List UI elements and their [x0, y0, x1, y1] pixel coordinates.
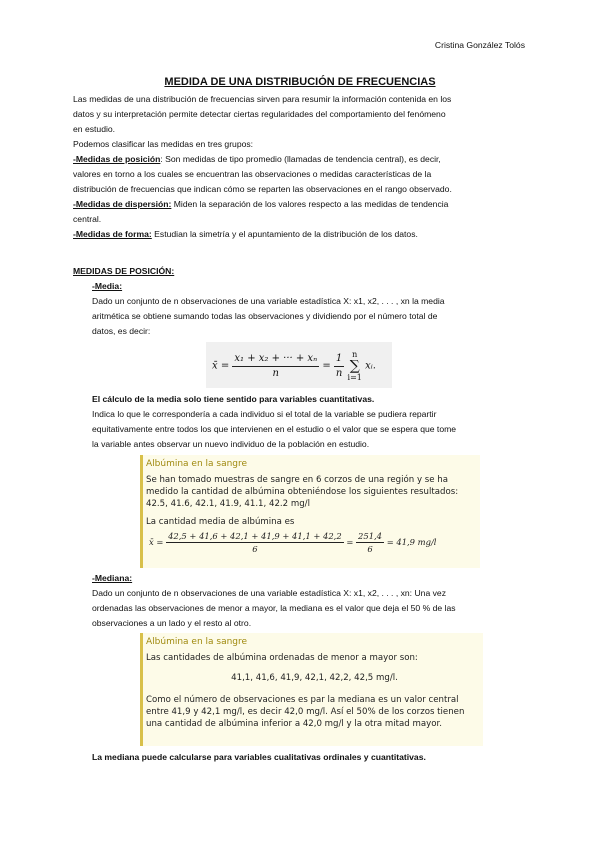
mediana-label: -Mediana: [92, 573, 133, 583]
forma-definition [73, 227, 531, 242]
sum-lower: i=1 [347, 373, 362, 382]
equation-numerator: 42,5 + 41,6 + 42,1 + 41,9 + 41,1 + 42,2 [168, 531, 342, 541]
mean-formula [206, 342, 392, 388]
media-expl-line: la variable antes observar un nuevo individuo de la población en estudio. [92, 439, 370, 449]
media-line: Dado un conjunto de n observaciones de una variable estadística X: x1, x2, . . . , xn la media [92, 296, 445, 306]
posicion-text-line: valores en torno a los cuales se encuentran las observaciones o medidas características de la [73, 169, 432, 179]
dispersion-text: Miden la separación de los valores respecto a las medidas de tendencia [171, 199, 449, 209]
intro-line: en estudio. [73, 124, 116, 134]
example-line: Se han tomado muestras de sangre en 6 corzos de una región y se ha [146, 475, 448, 485]
media-expl-line: Indica lo que le correspondería a cada individuo si el total de la variable se pudiera repartir [92, 409, 437, 419]
media-line: datos, es decir: [92, 326, 151, 336]
equation-result: = 41,9 mg/l [386, 537, 437, 547]
equation-fraction-2 [356, 530, 384, 555]
equation-lhs: x̄ = [149, 537, 167, 547]
example-line: medido la cantidad de albúmina obteniéndose los siguientes resultados: [146, 487, 459, 497]
example-title: Albúmina en la sangre [146, 637, 248, 647]
intro-line: Las medidas de una distribución de frecuencias sirven para resumir la información contenida en los [73, 94, 452, 104]
media-note: El cálculo de la media solo tiene sentido para variables cuantitativas. [92, 394, 375, 404]
intro-line: Podemos clasificar las medidas en tres grupos: [73, 139, 254, 149]
media-explanation [92, 392, 532, 452]
media-label: -Media: [92, 281, 123, 291]
equation-denominator: 6 [252, 544, 258, 554]
dispersion-definition [73, 197, 531, 212]
dispersion-text-line: central. [73, 214, 102, 224]
formula-fraction [232, 352, 319, 381]
mediana-line: observaciones a un lado y el resto al otro. [92, 618, 252, 628]
posicion-definition [73, 152, 531, 167]
example-ordered-values: 41,1, 41,6, 41,9, 42,1, 42,2, 42,5 mg/l. [231, 673, 398, 683]
mediana-line: Dado un conjunto de n observaciones de una variable estadística X: x1, x2, . . . , xn: Una vez [92, 588, 446, 598]
posicion-label: -Medidas de posición [73, 154, 161, 164]
posicion-heading [73, 264, 531, 279]
section-heading: MEDIDAS DE POSICIÓN: [73, 266, 175, 276]
forma-text: Estudian la simetría y el apuntamiento de la distribución de los datos. [151, 229, 418, 239]
equation-numerator-2: 251,4 [358, 531, 383, 541]
example-title: Albúmina en la sangre [146, 459, 248, 469]
formula-equals: = [322, 360, 334, 372]
example-albumina-mean [140, 455, 480, 568]
example-line: una cantidad de albúmina inferior a 42,0 mg/l y la otra mitad mayor. [146, 719, 442, 729]
equation-denominator-2: 6 [367, 544, 373, 554]
formula-lhs: x̄ = [212, 360, 233, 372]
media-expl-line: equitativamente entre todos los que intervienen en el estudio o el valor que se espera que tome [92, 424, 457, 434]
forma-label: -Medidas de forma: [73, 229, 152, 239]
page-title: MEDIDA DE UNA DISTRIBUCIÓN DE FRECUENCIAS [164, 76, 436, 88]
formula-fraction-2 [334, 352, 344, 381]
mediana-section [92, 571, 532, 631]
example-mean-equation: x̄ = $\frac{42,5 + 41,6 + 42,1 + 41,9 + 41,1 + 42,2}{6}$ = $\frac{251,4}{6}$ = 41,9 mg/l [149, 531, 437, 554]
intro-line: datos y su interpretación permite detectar ciertas regularidades del comportamiento del fenómeno [73, 109, 446, 119]
equation-fraction [166, 530, 344, 555]
media-line: aritmética se obtiene sumando todas las observaciones y dividiendo por el número total de [92, 311, 438, 321]
sum-symbol [348, 350, 362, 382]
posicion-text: : Son medidas de tipo promedio (llamadas de tendencia central), es decir, [160, 154, 441, 164]
example-line: La cantidad media de albúmina es [146, 517, 295, 527]
mediana-line: ordenadas las observaciones de menor a mayor, la mediana es el valor que deja el 50 % de las [92, 603, 456, 613]
formula-numerator-2: 1 [334, 352, 344, 367]
formula-denominator-2: n [335, 367, 343, 379]
dispersion-label: -Medidas de dispersión: [73, 199, 172, 209]
sum-sigma: ∑ [349, 358, 360, 374]
closing-note: La mediana puede calcularse para variables cualitativas ordinales y cuantitativas. [92, 752, 426, 762]
posicion-text-line: distribución de frecuencias que indican cómo se reparten las observaciones en el rango observado. [73, 184, 452, 194]
example-line: Las cantidades de albúmina ordenadas de menor a mayor son: [146, 653, 418, 663]
media-section [92, 279, 532, 339]
example-albumina-median [140, 633, 483, 746]
sum-upper: n [352, 350, 358, 359]
example-line: entre 41,9 y 42,1 mg/l, es decir 42,0 mg/l. Así el 50% de los corzos tienen [146, 707, 465, 717]
formula-numerator: x₁ + x₂ + ··· + xₙ [232, 352, 319, 367]
author-name: Cristina González Tolós [434, 40, 525, 50]
intro-paragraph [73, 92, 531, 242]
formula-denominator: n [272, 367, 279, 379]
formula-term: xᵢ. [365, 360, 376, 372]
example-line: 42.5, 41.6, 42.1, 41.9, 41.1, 42.2 mg/l [146, 499, 310, 509]
example-line: Como el número de observaciones es par la mediana es un valor central [146, 695, 459, 705]
